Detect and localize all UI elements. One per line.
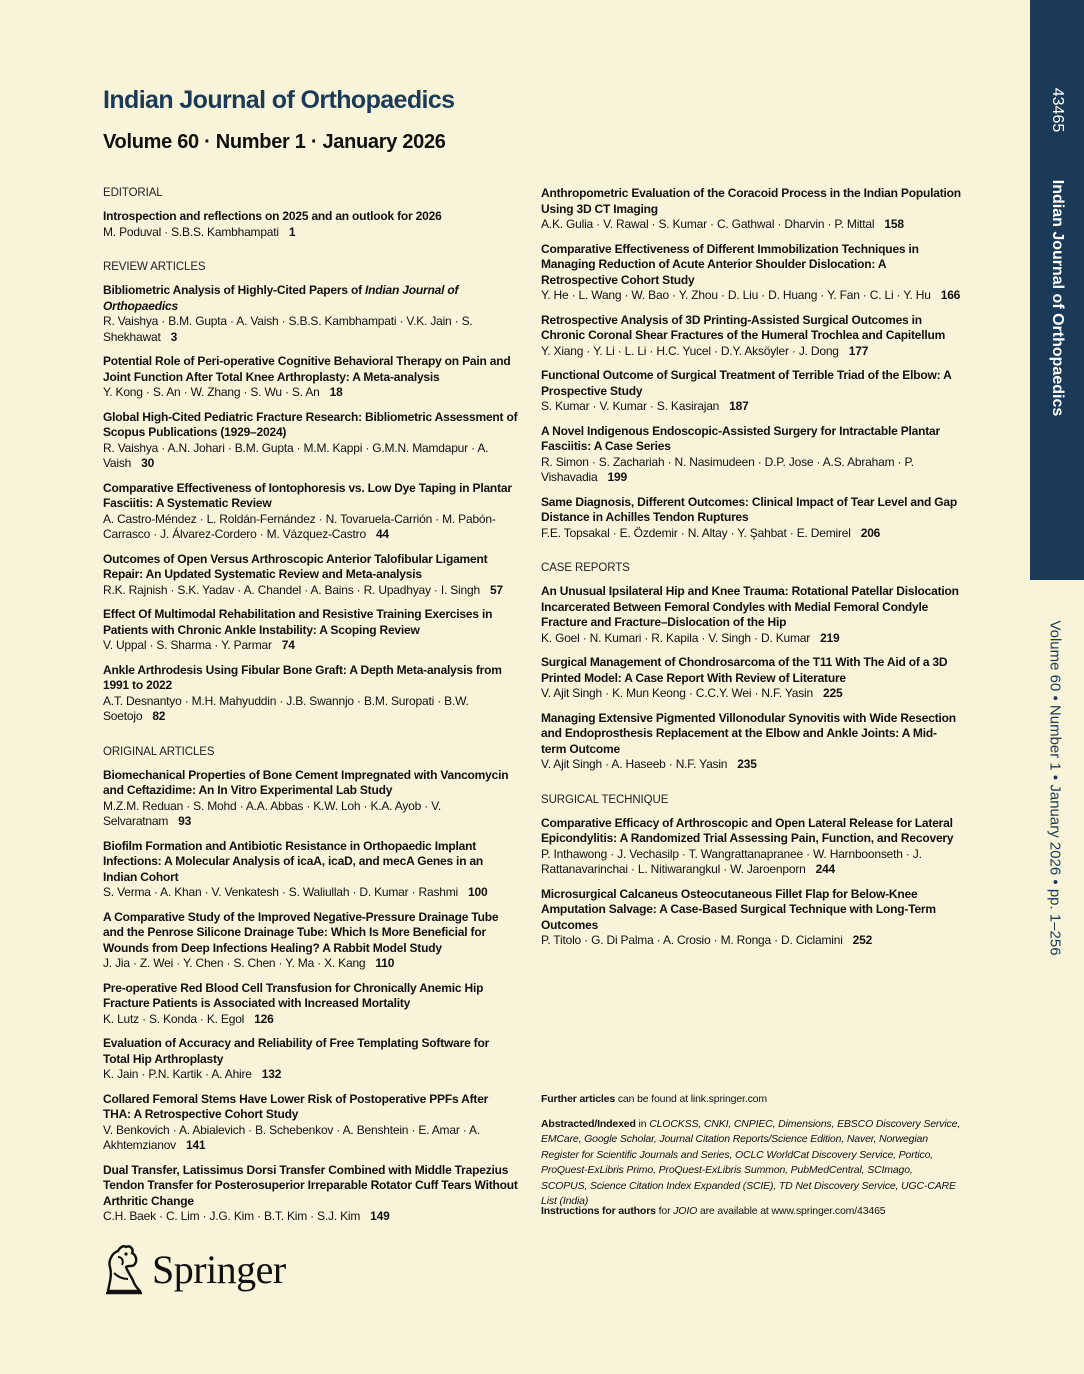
article-authors: R. Vaishya · A.N. Johari · B.M. Gupta · M.M. Kappi · G.M.N. Mamdapur · A. Vaish (103, 440, 489, 470)
journal-title: Indian Journal of Orthopaedics (103, 86, 455, 114)
article-authors: V. Ajit Singh · K. Mun Keong · C.C.Y. Wei · N.F. Yasin (541, 686, 813, 700)
article-meta (541, 933, 961, 949)
article-title (541, 368, 961, 399)
article-title (103, 910, 518, 957)
article-meta (541, 344, 961, 360)
article-title-text: Pre-operative Red Blood Cell Transfusion for Chronically Anemic Hip Fracture Patients is Associated with Increased Mortality (103, 980, 484, 1010)
toc-entry (541, 887, 961, 949)
article-meta (541, 686, 961, 702)
article-authors: F.E. Topsakal · E. Özdemir · N. Altay · Y. Şahbat · E. Demirel (541, 525, 851, 540)
article-title-text: Biofilm Formation and Antibiotic Resistance in Orthopaedic Implant Infections: A Molecular Analysis of icaA, icaD, and mecA Genes in an Indian Cohort (103, 838, 484, 884)
article-meta (103, 385, 518, 401)
article-meta (103, 1123, 518, 1154)
article-title-text: Anthropometric Evaluation of the Coracoid Process in the Indian Population Using 3D CT Imaging (541, 186, 961, 216)
toc-entry (541, 816, 961, 878)
article-title (541, 711, 961, 758)
toc-entry (541, 313, 961, 360)
article-title (103, 354, 518, 385)
instructions-label: Instructions for authors (541, 1205, 656, 1217)
article-page: 132 (261, 1067, 282, 1081)
article-authors: S. Kumar · V. Kumar · S. Kasirajan (541, 399, 720, 413)
abstracted-label: Abstracted/Indexed (541, 1118, 636, 1130)
article-title (103, 607, 518, 638)
article-meta (103, 441, 518, 472)
article-page: 110 (375, 956, 395, 970)
toc-entry (103, 768, 518, 830)
toc-entry (541, 368, 961, 415)
article-authors: C.H. Baek · C. Lim · J.G. Kim · B.T. Kim · S.J. Kim (103, 1209, 361, 1223)
article-page: 100 (468, 885, 488, 899)
toc-entry (103, 607, 518, 654)
section-heading: REVIEW ARTICLES (103, 261, 206, 273)
further-label: Further articles (541, 1093, 616, 1105)
article-title-text: Microsurgical Calcaneus Osteocutaneous Fillet Flap for Below-Knee Amputation Salvage: A Case-Based Surgical Technique with Long-Term Outcomes (541, 886, 936, 932)
article-meta (541, 757, 961, 773)
toc-entry (103, 839, 518, 901)
article-authors: M. Poduval · S.B.S. Kambhampati (103, 224, 279, 239)
article-meta (541, 526, 961, 542)
article-page: 244 (815, 862, 836, 876)
article-page: 44 (375, 527, 389, 541)
article-meta (103, 1067, 518, 1083)
abstracted-list: CLOCKSS, CNKI, CNPIEC, Dimensions, EBSCO Discovery Service, EMCare, Google Scholar, Journal Citation Reports/Science Edition, Naver, Norwegian Register for Scientific Journals and Series, OCLC WorldCat Discovery Service, Portico, ProQuest-ExLibris Primo, ProQuest-ExLibris Summon, PubMedCentral, SCImago, SCOPUS, Science Citation Index Expanded (SCIE), TD Net Discovery Service, UGC-CARE List (India) (541, 1118, 961, 1208)
article-page: 219 (820, 630, 840, 645)
instructions-for: for (658, 1205, 671, 1217)
article-authors: P. Inthawong · J. Vechasilp · T. Wangrattanapranee · W. Harnboonseth · J. Rattanavarinchai · L. Nitiwarangkul · W. Jaroenporn (541, 846, 922, 876)
article-title-text: A Novel Indigenous Endoscopic-Assisted Surgery for Intractable Plantar Fasciitis: A Case Series (541, 423, 940, 453)
article-page: 141 (185, 1138, 206, 1152)
article-title-text: An Unusual Ipsilateral Hip and Knee Trauma: Rotational Patellar Dislocation Incarcerated Between Femoral Condyles with Medial Femoral Condyle Fracture and Fracture–Dislocation of the Hip (541, 584, 959, 629)
article-authors: Y. He · L. Wang · W. Bao · Y. Zhou · D. Liu · D. Huang · Y. Fan · C. Li · Y. Hu (541, 288, 931, 302)
article-title-text: Comparative Effectiveness of Iontophoresis vs. Low Dye Taping in Plantar Fasciitis: A Systematic Review (103, 480, 512, 510)
article-title (103, 410, 518, 441)
article-page: 187 (729, 399, 749, 413)
article-authors: A.T. Desnantyo · M.H. Mahyuddin · J.B. Swannjo · B.M. Suropati · B.W. Soetojo (103, 693, 469, 723)
article-title (103, 1092, 518, 1123)
springer-horse-icon (100, 1243, 144, 1295)
article-meta (103, 694, 518, 725)
article-authors: S. Verma · A. Khan · V. Venkatesh · S. Waliullah · D. Kumar · Rashmi (103, 885, 458, 899)
article-page: 225 (823, 686, 843, 700)
article-meta (103, 885, 518, 901)
article-title (103, 768, 518, 799)
spine-journal-code: 43465 (1049, 87, 1066, 133)
article-authors: K. Goel · N. Kumari · R. Kapila · V. Singh · D. Kumar (541, 630, 811, 645)
article-title (541, 186, 961, 217)
article-title (541, 495, 961, 526)
article-meta (103, 1012, 518, 1028)
toc-entry (103, 910, 518, 972)
spine-journal-title: Indian Journal of Orthopaedics (1049, 179, 1066, 417)
article-title-text: Evaluation of Accuracy and Reliability of Free Templating Software for Total Hip Arthroplasty (103, 1036, 490, 1066)
article-authors: J. Jia · Z. Wei · Y. Chen · S. Chen · Y. Ma · X. Kang (103, 956, 366, 970)
article-meta (541, 217, 961, 233)
spine-volume-info: Volume 60 • Number 1 • January 2026 • pp. 1–256 (1046, 620, 1064, 956)
instructions-text: are available at www.springer.com/43465 (699, 1205, 886, 1217)
article-title (541, 242, 961, 289)
article-authors: A.K. Gulia · V. Rawal · S. Kumar · C. Gathwal · Dharvin · P. Mittal (541, 217, 875, 231)
article-meta (103, 314, 518, 345)
article-meta (103, 512, 518, 543)
article-authors: R. Vaishya · B.M. Gupta · A. Vaish · S.B.S. Kambhampati · V.K. Jain · S. Shekhawat (103, 314, 473, 344)
article-title (541, 424, 961, 455)
article-meta (541, 455, 961, 486)
instructions-abbr: JOIO (673, 1205, 698, 1217)
article-title-journal: Indian Journal of Orthopaedics (103, 283, 459, 313)
article-title-text: Global High-Cited Pediatric Fracture Research: Bibliometric Assessment of Scopus Publications (1929–2024) (103, 409, 518, 439)
article-title-text: Introspection and reflections on 2025 and an outlook for 2026 (103, 209, 442, 223)
toc-entry (103, 354, 518, 401)
toc-entry (541, 186, 961, 233)
article-page: 57 (489, 582, 503, 597)
instructions-note (541, 1204, 961, 1219)
article-title (103, 481, 518, 512)
article-title-text: Functional Outcome of Surgical Treatment of Terrible Triad of the Elbow: A Prospective Study (541, 368, 952, 398)
article-page: 30 (141, 456, 155, 470)
article-authors: Y. Kong · S. An · W. Zhang · S. Wu · S. An (103, 385, 320, 399)
article-title (103, 981, 518, 1012)
article-title (541, 887, 961, 934)
article-page: 93 (178, 814, 192, 828)
article-authors: K. Lutz · S. Konda · K. Egol (103, 1011, 245, 1026)
toc-entry (541, 711, 961, 773)
toc-entry (103, 1092, 518, 1154)
article-page: 3 (170, 329, 178, 344)
section-heading: ORIGINAL ARTICLES (103, 745, 215, 758)
article-title (103, 283, 518, 314)
article-title (103, 552, 518, 583)
toc-entry (103, 1036, 518, 1083)
article-authors: K. Jain · P.N. Kartik · A. Ahire (103, 1067, 252, 1081)
toc-entry (541, 655, 961, 702)
article-meta (103, 956, 518, 972)
abstracted-indexed-note (541, 1117, 961, 1209)
toc-entry (103, 410, 518, 472)
toc-entry (103, 481, 518, 543)
article-authors: V. Ajit Singh · A. Haseeb · N.F. Yasin (541, 757, 728, 771)
article-meta (103, 225, 518, 241)
toc-entry (103, 552, 518, 599)
article-page: 199 (607, 470, 627, 484)
article-meta (103, 799, 518, 830)
article-meta (541, 288, 961, 304)
toc-entry (541, 584, 961, 646)
article-page: 126 (254, 1011, 274, 1026)
toc-left-column (103, 186, 518, 1234)
article-page: 74 (281, 638, 295, 652)
section-heading: EDITORIAL (103, 187, 163, 199)
article-page: 158 (884, 217, 904, 231)
article-title (103, 839, 518, 886)
article-title (103, 663, 518, 694)
article-title (103, 1036, 518, 1067)
toc-entry (103, 1163, 518, 1225)
toc-entry (103, 209, 518, 240)
article-title (541, 313, 961, 344)
article-page: 82 (152, 709, 166, 723)
article-authors: V. Uppal · S. Sharma · Y. Parmar (103, 638, 272, 652)
article-page: 18 (329, 385, 343, 399)
article-meta (541, 631, 961, 647)
article-page: 252 (852, 933, 873, 947)
article-title-text: Comparative Effectiveness of Different Immobilization Techniques in Managing Reduction of Acute Anterior Shoulder Dislocation: A Retrospective Cohort Study (541, 241, 919, 287)
article-title-text: Biomechanical Properties of Bone Cement Impregnated with Vancomycin and Ceftazidime: An In Vitro Experimental Lab Study (103, 767, 509, 797)
article-title-text: Retrospective Analysis of 3D Printing-Assisted Surgical Outcomes in Chronic Coronal Shear Fractures of the Humeral Trochlea and Capitellum (541, 312, 946, 342)
article-meta (103, 583, 518, 599)
article-title (103, 209, 518, 225)
article-title-text: Ankle Arthrodesis Using Fibular Bone Graft: A Depth Meta-analysis from 1991 to 2022 (103, 662, 502, 692)
article-meta (103, 1209, 518, 1225)
toc-entry (103, 981, 518, 1028)
article-title-text: Surgical Management of Chondrosarcoma of the T11 With The Aid of a 3D Printed Model: A Case Report With Review of Literature (541, 655, 948, 685)
article-authors: R.K. Rajnish · S.K. Yadav · A. Chandel · A. Bains · R. Upadhyay · I. Singh (103, 582, 480, 597)
article-title-text: A Comparative Study of the Improved Negative-Pressure Drainage Tube and the Penrose Silicone Drainage Tube: Which Is More Beneficial for Wounds from Deep Infections Healing? A Rabbit Model Study (103, 909, 499, 955)
article-title-text: Managing Extensive Pigmented Villonodular Synovitis with Wide Resection and Endoprosthesis Replacement at the Elbow and Ankle Joints: A Mid-term Outcome (541, 710, 956, 756)
toc-entry (541, 424, 961, 486)
article-meta (541, 399, 961, 415)
article-authors: M.Z.M. Reduan · S. Mohd · A.A. Abbas · K.W. Loh · K.A. Ayob · V. Selvaratnam (103, 798, 442, 828)
article-title (541, 816, 961, 847)
article-title (103, 1163, 518, 1210)
further-text: can be found at link.springer.com (617, 1093, 767, 1105)
article-title-text: Comparative Efficacy of Arthroscopic and Open Lateral Release for Lateral Epicondylitis: A Randomized Trial Assessing Pain, Function, and Recovery (541, 815, 954, 845)
article-authors: A. Castro-Méndez · L. Roldán-Fernández · N. Tovaruela-Carrión · M. Pabón-Carrasco · J. Álvarez-Cordero · M. Vázquez-Castro (103, 511, 496, 541)
toc-entry (541, 242, 961, 304)
article-meta (541, 847, 961, 878)
article-title-text: Outcomes of Open Versus Arthroscopic Anterior Talofibular Ligament Repair: An Updated Systematic Review and Meta-analysis (103, 551, 488, 581)
article-page: 235 (737, 757, 757, 771)
article-title-text: Potential Role of Peri-operative Cognitive Behavioral Therapy on Pain and Joint Function After Total Knee Arthroplasty: A Meta-analysis (103, 354, 511, 384)
toc-entry (541, 495, 961, 542)
springer-logo (100, 1243, 286, 1295)
article-page: 177 (848, 343, 869, 358)
article-page: 206 (860, 525, 881, 540)
section-heading: CASE REPORTS (541, 562, 630, 574)
section-heading: SURGICAL TECHNIQUE (541, 793, 669, 806)
article-title (541, 655, 961, 686)
further-articles-note (541, 1092, 961, 1107)
article-title-text: Bibliometric Analysis of Highly-Cited Papers of (103, 283, 362, 297)
article-authors: R. Simon · S. Zachariah · N. Nasimudeen · D.P. Jose · A.S. Abraham · P. Vishavadia (541, 454, 914, 484)
toc-right-column (541, 186, 961, 958)
article-page: 166 (940, 288, 961, 302)
article-title (541, 584, 961, 631)
article-title-text: Same Diagnosis, Different Outcomes: Clinical Impact of Tear Level and Gap Distance in Achilles Tendon Ruptures (541, 494, 957, 524)
article-title-text: Collared Femoral Stems Have Lower Risk of Postoperative PPFs After THA: A Retrospective Cohort Study (103, 1091, 489, 1121)
issue-line: Volume 60 · Number 1 · January 2026 (103, 131, 446, 153)
article-title-text: Effect Of Multimodal Rehabilitation and Resistive Training Exercises in Patients with Chronic Ankle Instability: A Scoping Review (103, 607, 493, 637)
toc-entry (103, 283, 518, 345)
article-title-text: Dual Transfer, Latissimus Dorsi Transfer Combined with Middle Trapezius Tendon Transfer for Posterosuperior Irreparable Rotator Cuff Tears Without Arthritic Change (103, 1162, 518, 1208)
article-authors: P. Titolo · G. Di Palma · A. Crosio · M. Ronga · D. Ciclamini (541, 933, 843, 947)
article-authors: V. Benkovich · A. Abialevich · B. Schebenkov · A. Benshtein · E. Amar · A. Akhtemzianov (103, 1122, 480, 1152)
article-authors: Y. Xiang · Y. Li · L. Li · H.C. Yucel · D.Y. Aksöyler · J. Dong (541, 343, 839, 358)
abstracted-in: in (638, 1118, 647, 1130)
article-page: 149 (370, 1209, 390, 1223)
article-page: 1 (288, 224, 296, 239)
toc-entry (103, 663, 518, 725)
publisher-name: Springer (152, 1246, 286, 1292)
article-meta (103, 638, 518, 654)
